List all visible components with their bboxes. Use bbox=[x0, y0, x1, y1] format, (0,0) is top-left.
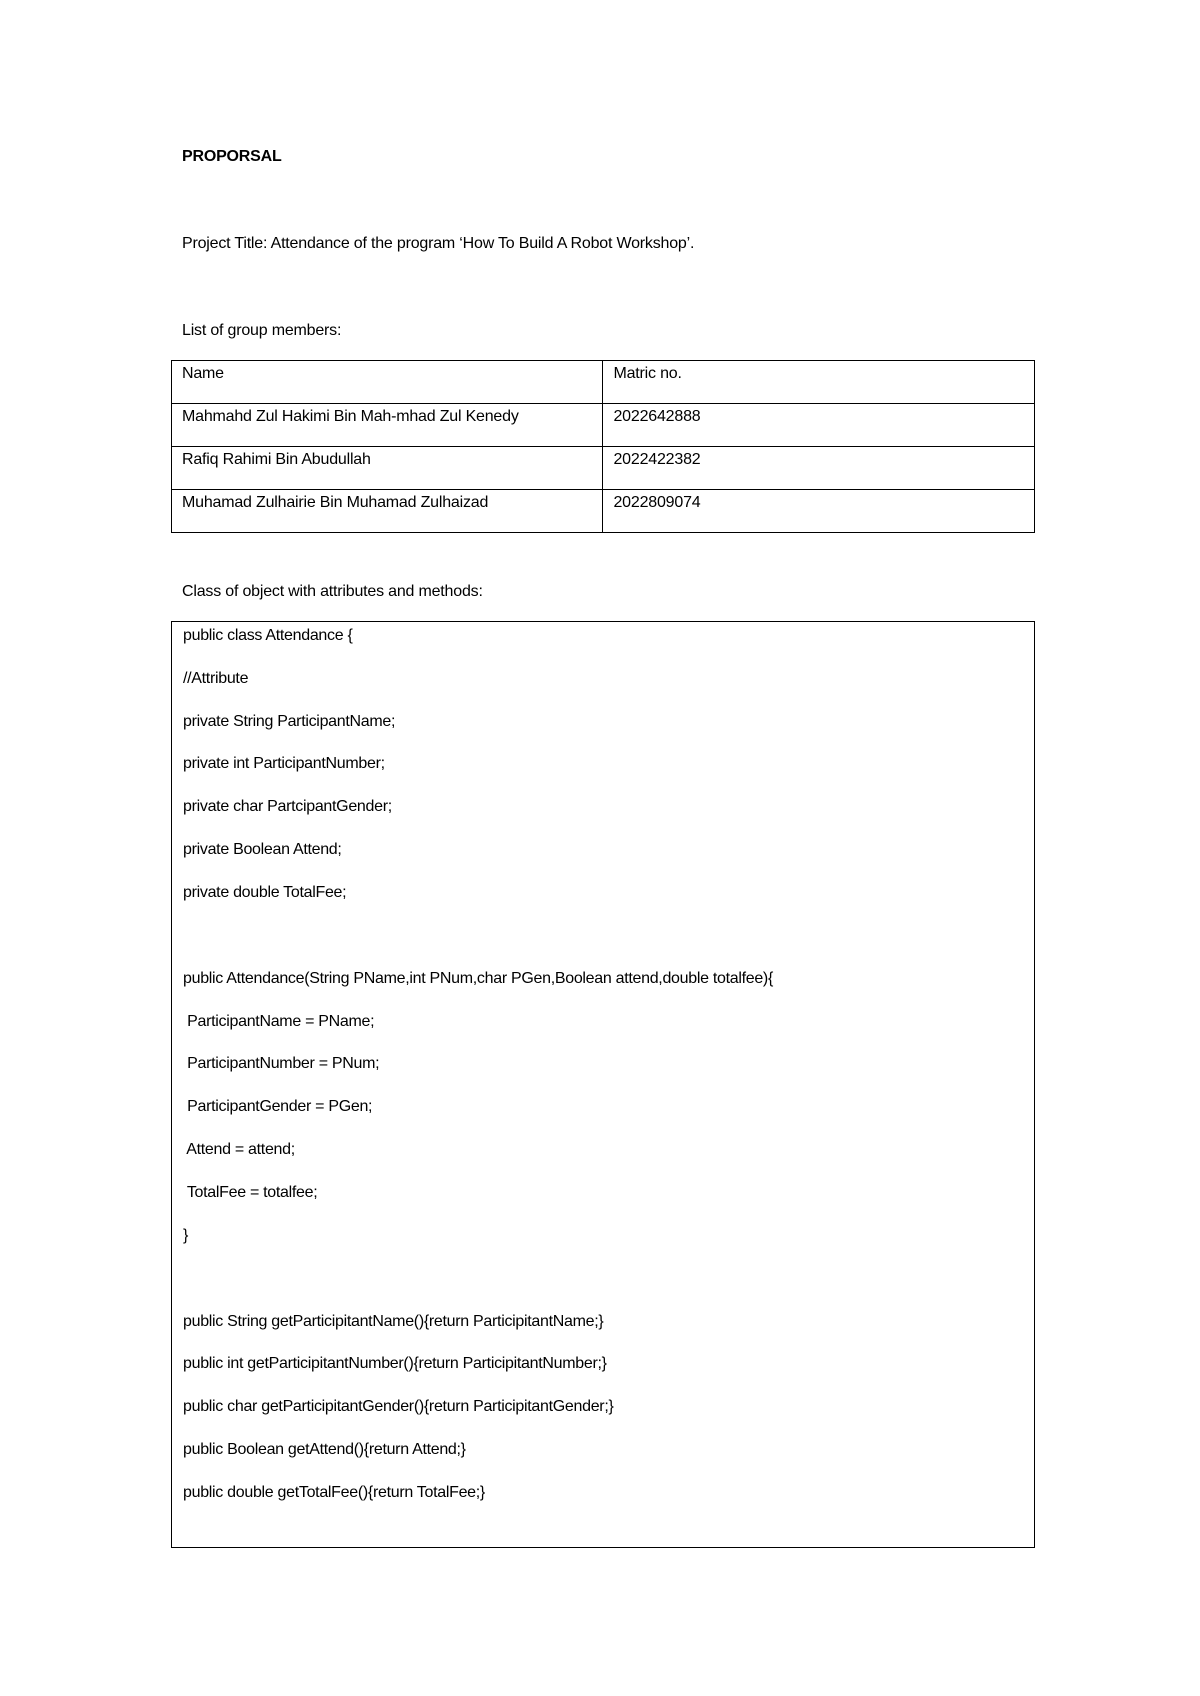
member-matric: 2022642888 bbox=[603, 404, 1035, 447]
table-row bbox=[172, 404, 1035, 447]
document-heading: PROPORSAL bbox=[182, 148, 282, 165]
code-line: public int getParticipitantNumber(){return ParticipitantNumber;} bbox=[183, 1355, 607, 1372]
code-line: public Boolean getAttend(){return Attend;} bbox=[183, 1441, 466, 1458]
members-header-name: Name bbox=[172, 361, 603, 404]
members-table bbox=[171, 360, 1035, 533]
members-table-header-row bbox=[172, 361, 1035, 404]
code-line: } bbox=[183, 1227, 189, 1244]
code-line: TotalFee = totalfee; bbox=[183, 1184, 318, 1201]
project-title: Project Title: Attendance of the program ‘How To Build A Robot Workshop’. bbox=[182, 235, 695, 252]
code-line: public class Attendance { bbox=[183, 627, 353, 644]
table-row bbox=[172, 447, 1035, 490]
code-line: private int ParticipantNumber; bbox=[183, 755, 385, 772]
code-line: private double TotalFee; bbox=[183, 884, 347, 901]
member-matric: 2022809074 bbox=[603, 490, 1035, 533]
member-matric: 2022422382 bbox=[603, 447, 1035, 490]
member-name: Rafiq Rahimi Bin Abudullah bbox=[172, 447, 603, 490]
members-label: List of group members: bbox=[182, 322, 342, 339]
code-line: private char PartcipantGender; bbox=[183, 798, 392, 815]
code-line: private String ParticipantName; bbox=[183, 713, 396, 730]
code-line: //Attribute bbox=[183, 670, 249, 687]
code-line: ParticipantNumber = PNum; bbox=[183, 1055, 380, 1072]
code-line: ParticipantGender = PGen; bbox=[183, 1098, 373, 1115]
code-line: Attend = attend; bbox=[183, 1141, 295, 1158]
member-name: Muhamad Zulhairie Bin Muhamad Zulhaizad bbox=[172, 490, 603, 533]
code-line: public String getParticipitantName(){return ParticipitantName;} bbox=[183, 1313, 604, 1330]
class-label: Class of object with attributes and methods: bbox=[182, 583, 483, 600]
member-name: Mahmahd Zul Hakimi Bin Mah-mhad Zul Kenedy bbox=[172, 404, 603, 447]
code-line: public double getTotalFee(){return TotalFee;} bbox=[183, 1484, 485, 1501]
members-header-matric: Matric no. bbox=[603, 361, 1035, 404]
code-line: public Attendance(String PName,int PNum,char PGen,Boolean attend,double totalfee){ bbox=[183, 970, 774, 987]
code-line: ParticipantName = PName; bbox=[183, 1013, 375, 1030]
code-line: public char getParticipitantGender(){return ParticipitantGender;} bbox=[183, 1398, 614, 1415]
code-box bbox=[171, 621, 1035, 1548]
code-line: private Boolean Attend; bbox=[183, 841, 342, 858]
table-row bbox=[172, 490, 1035, 533]
